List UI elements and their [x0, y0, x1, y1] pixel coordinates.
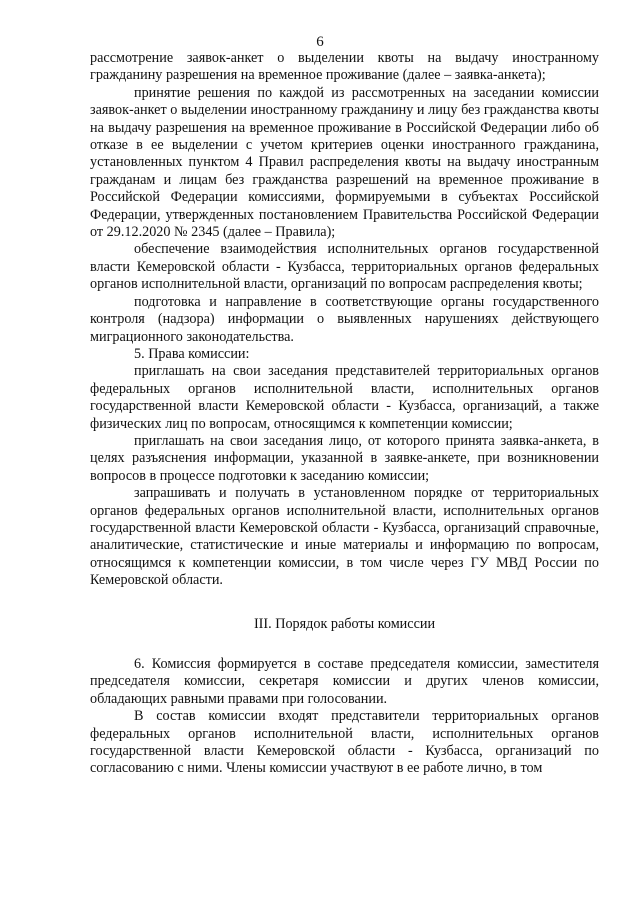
paragraph: В состав комиссии входят представители территориальных органов федеральных органов исполнительной власти, исполнительных органов государственной власти Кемеровской области - Кузбасса, организаций по согласованию с ними. Члены комиссии участвуют в ее работе лично, в том	[90, 708, 599, 777]
paragraph: рассмотрение заявок-анкет о выделении квоты на выдачу иностранному гражданину разрешения на временное проживание (далее – заявка-анкета);	[90, 50, 599, 84]
paragraph: приглашать на свои заседания представителей территориальных органов федеральных органов исполнительной власти, исполнительных органов государственной власти Кемеровской области - Кузбасса, организаций, а также физических лиц по вопросам, относящимся к компетенции комиссии;	[90, 363, 599, 432]
paragraph: приглашать на свои заседания лицо, от которого принята заявка-анкета, в целях разъяснения информации, указанной в заявке-анкете, при возникновении вопросов в процессе подготовки к заседанию комиссии;	[90, 432, 599, 484]
paragraph: 5. Права комиссии:	[134, 345, 250, 362]
paragraph: запрашивать и получать в установленном порядке от территориальных органов федеральных органов исполнительной власти, исполнительных органов государственной власти Кемеровской области - Кузбасса, организаций справочные, аналитические, статистические и иные материалы и информацию по вопросам, относящимся к компетенции комиссии, в том числе через ГУ МВД России по Кемеровской области.	[90, 485, 599, 589]
paragraph: 6. Комиссия формируется в составе председателя комиссии, заместителя председателя комиссии, секретаря комиссии и других членов комиссии, обладающих равными правами при голосовании.	[90, 656, 599, 707]
paragraph: подготовка и направление в соответствующие органы государственного контроля (надзора) информации о выявленных нарушениях действующего миграционного законодательства.	[90, 293, 599, 345]
page-number: 6	[316, 34, 324, 50]
section-heading: III. Порядок работы комиссии	[253, 615, 436, 632]
document-body	[90, 50, 599, 778]
paragraph: принятие решения по каждой из рассмотренных на заседании комиссии заявок-анкет о выделении иностранному гражданину и лицу без гражданства квоты на выдачу разрешения на временное проживание в Российской Федерации либо об отказе в ее выделении с учетом критериев оценки иностранного гражданина, установленных пунктом 4 Правил распределения квоты на выдачу иностранным гражданам и лицам без гражданства разрешений на временное проживание в Российской Федерации комиссиями, формируемыми в субъектах Российской Федерации, утвержденных постановлением Правительства Российской Федерации от 29.12.2020 № 2345 (далее – Правила);	[90, 84, 599, 241]
paragraph: обеспечение взаимодействия исполнительных органов государственной власти Кемеровской области - Кузбасса, территориальных органов федеральных органов исполнительной власти, организаций по вопросам распределения квоты;	[90, 241, 599, 293]
